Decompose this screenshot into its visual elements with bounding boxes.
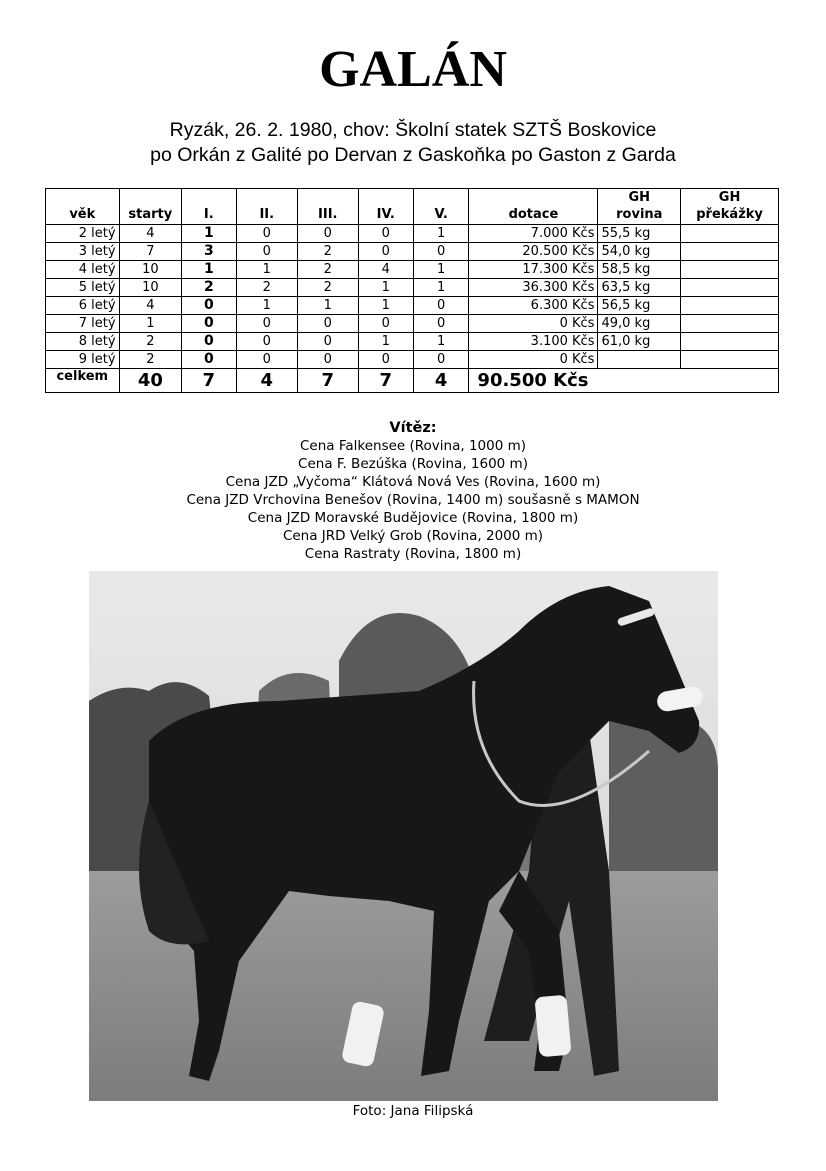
cell-gh-flat: 58,5 kg xyxy=(598,261,681,279)
cell-p1: 0 xyxy=(182,351,236,369)
cell-p3: 1 xyxy=(298,297,358,315)
cell-prize: 17.300 Kčs xyxy=(469,261,598,279)
cell-gh-hurdle xyxy=(681,279,779,297)
cell-gh-hurdle xyxy=(681,243,779,261)
cell-starts: 4 xyxy=(119,297,182,315)
header-prize: dotace xyxy=(469,189,598,225)
table-row xyxy=(46,351,779,369)
table-row xyxy=(46,261,779,279)
total-place-5: 4 xyxy=(413,369,468,393)
cell-starts: 10 xyxy=(119,261,182,279)
cell-prize: 0 Kčs xyxy=(469,315,598,333)
cell-gh-flat: 63,5 kg xyxy=(598,279,681,297)
header-place-2: II. xyxy=(236,189,298,225)
header-age: věk xyxy=(46,189,120,225)
cell-p5: 0 xyxy=(413,315,468,333)
total-prize: 90.500 Kčs xyxy=(469,369,779,393)
cell-p3: 0 xyxy=(298,315,358,333)
cell-age: 8 letý xyxy=(46,333,120,351)
cell-gh-hurdle xyxy=(681,351,779,369)
table-row xyxy=(46,297,779,315)
cell-p4: 0 xyxy=(358,315,413,333)
cell-p5: 1 xyxy=(413,333,468,351)
cell-age: 5 letý xyxy=(46,279,120,297)
race-win: Cena F. Bezúška (Rovina, 1600 m) xyxy=(298,456,528,472)
cell-p3: 2 xyxy=(298,261,358,279)
cell-p2: 1 xyxy=(236,261,298,279)
cell-p2: 0 xyxy=(236,351,298,369)
cell-p2: 2 xyxy=(236,279,298,297)
cell-starts: 4 xyxy=(119,225,182,243)
cell-p2: 0 xyxy=(236,225,298,243)
header-gh-flat-line1: GH xyxy=(628,190,651,205)
cell-prize: 3.100 Kčs xyxy=(469,333,598,351)
cell-p3: 0 xyxy=(298,333,358,351)
cell-gh-hurdle xyxy=(681,315,779,333)
cell-gh-hurdle xyxy=(681,333,779,351)
header-starts: starty xyxy=(119,189,182,225)
table-total-row xyxy=(46,369,779,393)
cell-p1: 0 xyxy=(182,333,236,351)
cell-gh-hurdle xyxy=(681,261,779,279)
cell-prize: 6.300 Kčs xyxy=(469,297,598,315)
total-place-1: 7 xyxy=(182,369,236,393)
total-label: celkem xyxy=(46,369,120,393)
winner-section xyxy=(0,419,826,563)
cell-p2: 0 xyxy=(236,315,298,333)
total-starts: 40 xyxy=(119,369,182,393)
winner-heading: Vítěz: xyxy=(389,420,437,436)
table-row xyxy=(46,333,779,351)
cell-starts: 7 xyxy=(119,243,182,261)
table-row xyxy=(46,315,779,333)
cell-p3: 2 xyxy=(298,243,358,261)
cell-p4: 4 xyxy=(358,261,413,279)
cell-p3: 0 xyxy=(298,225,358,243)
cell-p4: 0 xyxy=(358,243,413,261)
cell-starts: 10 xyxy=(119,279,182,297)
cell-p5: 1 xyxy=(413,261,468,279)
pedigree: po Orkán z Galité po Dervan z Gaskoňka po Gaston z Garda xyxy=(150,144,676,166)
cell-p5: 0 xyxy=(413,297,468,315)
total-place-2: 4 xyxy=(236,369,298,393)
cell-prize: 0 Kčs xyxy=(469,351,598,369)
race-win: Cena JZD „Vyčoma“ Klátová Nová Ves (Rovina, 1600 m) xyxy=(225,474,601,490)
cell-p2: 1 xyxy=(236,297,298,315)
cell-starts: 1 xyxy=(119,315,182,333)
cell-gh-hurdle xyxy=(681,297,779,315)
header-gh-hurdle-line2: překážky xyxy=(696,207,763,222)
cell-p5: 0 xyxy=(413,351,468,369)
cell-p1: 0 xyxy=(182,297,236,315)
race-win: Cena JZD Vrchovina Benešov (Rovina, 1400 m) soušasně s MAMON xyxy=(186,492,640,508)
header-gh-hurdle xyxy=(681,189,779,225)
header-gh-hurdle-line1: GH xyxy=(718,190,741,205)
page-title: GALÁN xyxy=(319,41,507,98)
header-gh-flat-line2: rovina xyxy=(616,207,663,222)
cell-gh-flat xyxy=(598,351,681,369)
cell-gh-flat: 49,0 kg xyxy=(598,315,681,333)
cell-p4: 1 xyxy=(358,297,413,315)
total-place-3: 7 xyxy=(298,369,358,393)
horse-photo-illustration xyxy=(89,571,718,1101)
cell-prize: 7.000 Kčs xyxy=(469,225,598,243)
cell-p1: 1 xyxy=(182,225,236,243)
cell-starts: 2 xyxy=(119,351,182,369)
race-win: Cena Falkensee (Rovina, 1000 m) xyxy=(299,438,527,454)
header-place-4: IV. xyxy=(358,189,413,225)
header-gh-flat xyxy=(598,189,681,225)
cell-gh-flat: 54,0 kg xyxy=(598,243,681,261)
cell-p5: 1 xyxy=(413,225,468,243)
cell-gh-flat: 56,5 kg xyxy=(598,297,681,315)
cell-starts: 2 xyxy=(119,333,182,351)
cell-age: 9 letý xyxy=(46,351,120,369)
cell-p3: 2 xyxy=(298,279,358,297)
table-row xyxy=(46,243,779,261)
horse-photo xyxy=(89,571,718,1101)
header-place-3: III. xyxy=(298,189,358,225)
cell-p1: 2 xyxy=(182,279,236,297)
table-header-row xyxy=(46,189,779,225)
cell-p5: 0 xyxy=(413,243,468,261)
cell-age: 6 letý xyxy=(46,297,120,315)
photo-caption: Foto: Jana Filipská xyxy=(352,1103,474,1119)
cell-p2: 0 xyxy=(236,333,298,351)
cell-p1: 0 xyxy=(182,315,236,333)
cell-prize: 36.300 Kčs xyxy=(469,279,598,297)
cell-age: 4 letý xyxy=(46,261,120,279)
cell-gh-flat: 55,5 kg xyxy=(598,225,681,243)
horse-details: Ryzák, 26. 2. 1980, chov: Školní statek SZTŠ Boskovice xyxy=(169,119,657,141)
race-stats-table xyxy=(45,188,779,393)
cell-p1: 3 xyxy=(182,243,236,261)
cell-p5: 1 xyxy=(413,279,468,297)
race-win: Cena JZD Moravské Budějovice (Rovina, 1800 m) xyxy=(247,510,579,526)
cell-p2: 0 xyxy=(236,243,298,261)
cell-p4: 0 xyxy=(358,225,413,243)
table-row xyxy=(46,225,779,243)
cell-age: 7 letý xyxy=(46,315,120,333)
total-place-4: 7 xyxy=(358,369,413,393)
race-win: Cena Rastraty (Rovina, 1800 m) xyxy=(304,546,522,562)
header-place-1: I. xyxy=(182,189,236,225)
cell-p4: 0 xyxy=(358,351,413,369)
cell-gh-hurdle xyxy=(681,225,779,243)
cell-age: 3 letý xyxy=(46,243,120,261)
cell-p1: 1 xyxy=(182,261,236,279)
cell-p3: 0 xyxy=(298,351,358,369)
cell-prize: 20.500 Kčs xyxy=(469,243,598,261)
cell-p4: 1 xyxy=(358,279,413,297)
cell-age: 2 letý xyxy=(46,225,120,243)
header-place-5: V. xyxy=(413,189,468,225)
cell-gh-flat: 61,0 kg xyxy=(598,333,681,351)
race-win: Cena JRD Velký Grob (Rovina, 2000 m) xyxy=(282,528,544,544)
cell-p4: 1 xyxy=(358,333,413,351)
table-row xyxy=(46,279,779,297)
